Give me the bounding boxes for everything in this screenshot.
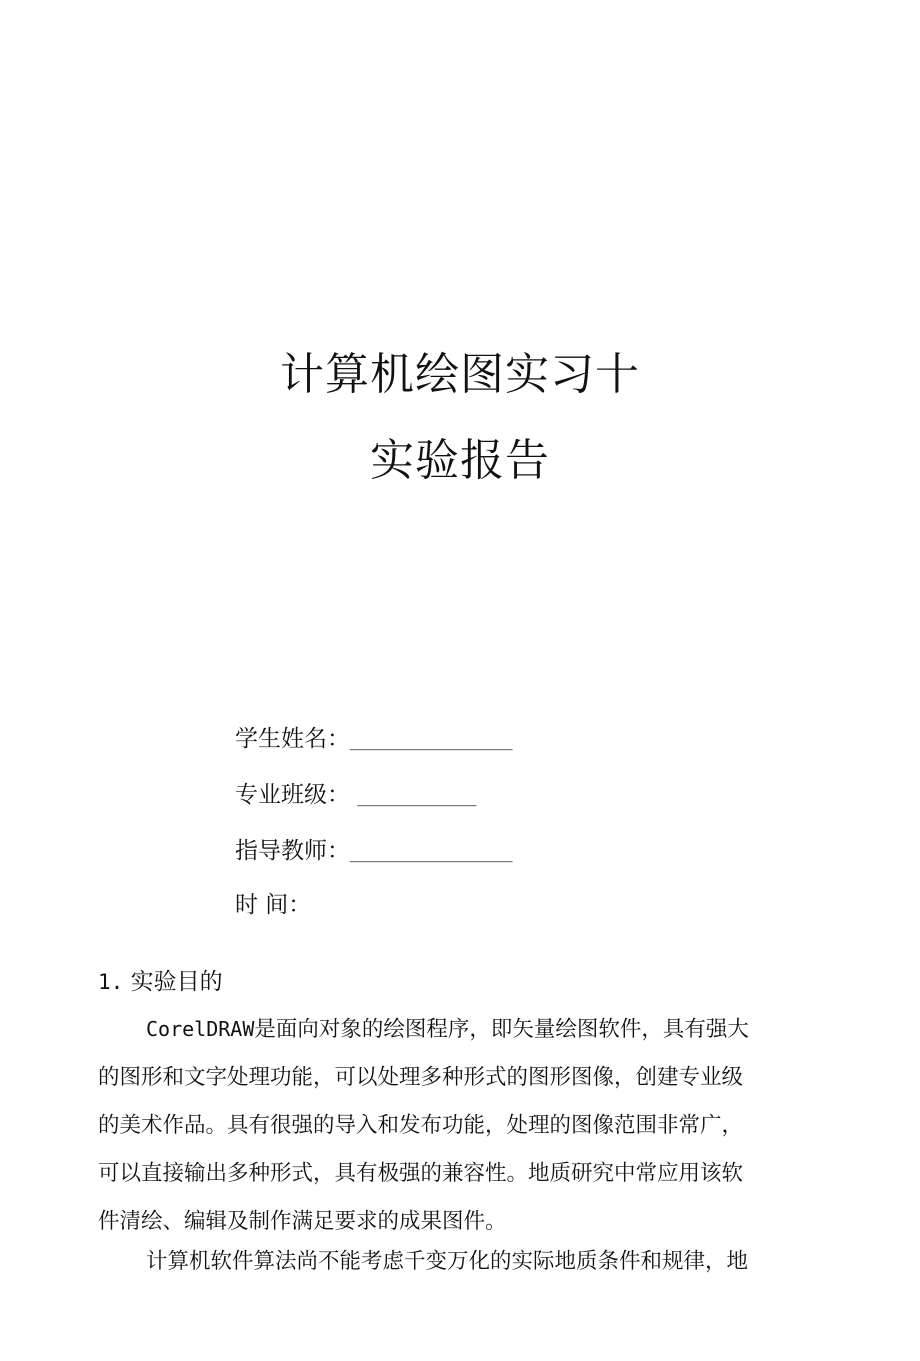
section-heading [98, 963, 223, 996]
section-number: 1. [98, 970, 124, 994]
document-title: 计算机绘图实习十 [280, 349, 640, 400]
document-subtitle: 实验报告 [370, 435, 550, 486]
major-class-label: 专业班级： [235, 782, 350, 808]
student-name-row [235, 720, 513, 753]
teacher-label: 指导教师： [235, 838, 350, 864]
major-class-blank: ___________ [357, 786, 477, 807]
teacher-row [235, 832, 513, 865]
paragraph-line-text: 是面向对象的绘图程序，即矢量绘图软件，具有强大 [254, 1017, 749, 1042]
paragraph-1 [98, 1005, 788, 1246]
time-row [235, 886, 311, 919]
major-class-row [235, 776, 477, 809]
student-name-label: 学生姓名： [235, 726, 350, 752]
paragraph-line: 的图形和文字处理功能，可以处理多种形式的图形图像，创建专业级 [98, 1065, 744, 1090]
paragraph-line: 计算机软件算法尚不能考虑千变万化的实际地质条件和规律，地 [146, 1249, 749, 1274]
student-name-blank: _______________ [350, 730, 513, 751]
teacher-blank: _______________ [350, 842, 513, 863]
paragraph-2 [98, 1238, 788, 1286]
section-title: 实验目的 [130, 969, 223, 995]
paragraph-line: 的美术作品。具有很强的导入和发布功能，处理的图像范围非常广， [98, 1113, 744, 1138]
time-label: 时 间： [235, 892, 312, 918]
software-name: CorelDRAW [146, 1017, 255, 1041]
paragraph-line: 可以直接输出多种形式，具有极强的兼容性。地质研究中常应用该软 [98, 1161, 744, 1186]
paragraph-line: 件清绘、编辑及制作满足要求的成果图件。 [98, 1209, 507, 1234]
paragraph-line [98, 1005, 788, 1054]
